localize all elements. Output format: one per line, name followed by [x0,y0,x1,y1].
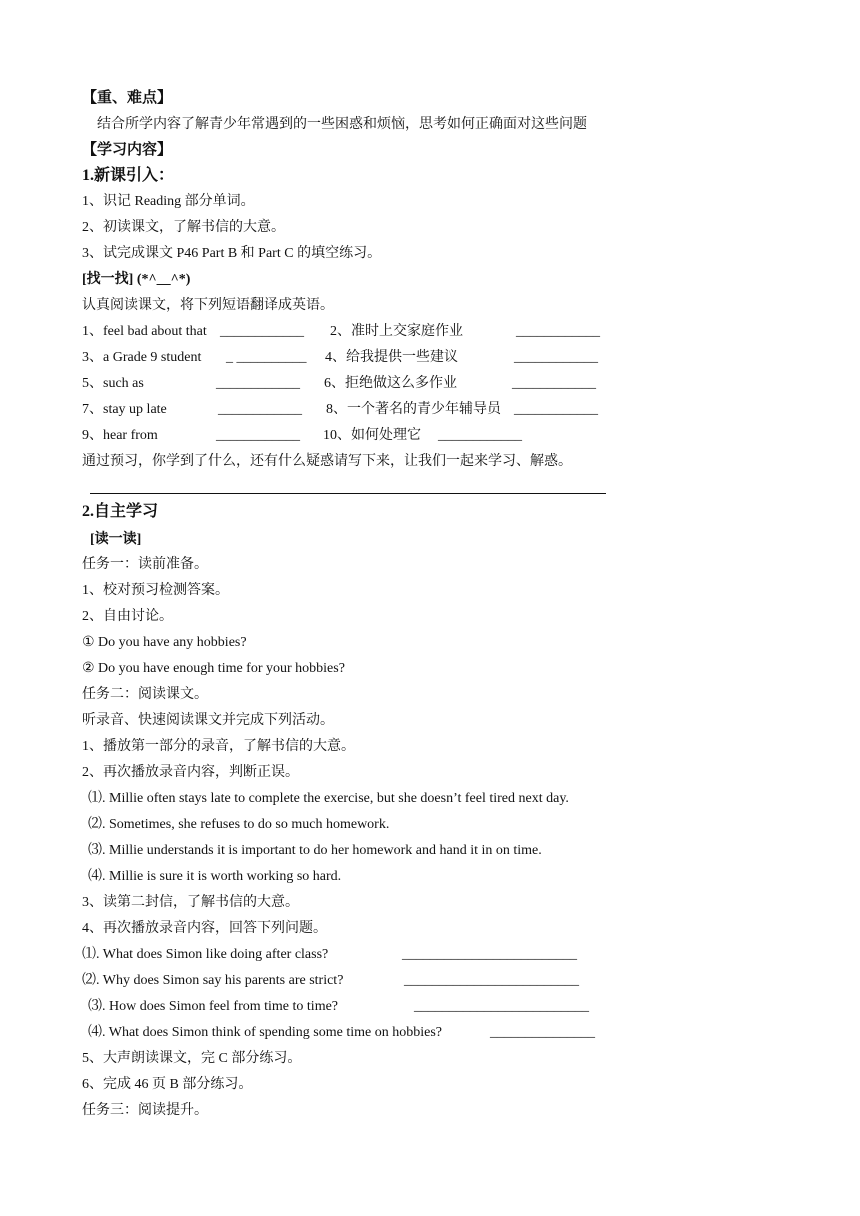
task2-step: 4、再次播放录音内容，回答下列问题。 [82,921,327,936]
answer-blank[interactable]: ____________ [438,428,522,443]
phrase-left: 9、hear from [82,428,158,443]
phrase-right: 8、一个著名的青少年辅导员 [326,402,501,417]
intro-item: 1、识记 Reading 部分单词。 [82,194,255,209]
task2-step: 3、读第二封信，了解书信的大意。 [82,895,299,910]
task2-title: 任务二：阅读课文。 [82,687,208,702]
task2-instruction: 听录音、快速阅读课文并完成下列活动。 [82,713,334,728]
phrase-right: 10、如何处理它 [323,428,421,443]
answer-blank[interactable]: ____________ [218,402,302,417]
answer-blank[interactable]: _________________________ [402,947,577,962]
find-heading: [找一找] (*^__^*) [82,272,191,287]
task1-title: 任务一：读前准备。 [82,557,208,572]
discussion-question: ② Do you have enough time for your hobbies? [82,661,345,676]
phrase-right: 4、给我提供一些建议 [325,350,458,365]
answer-blank[interactable]: _________________________ [404,973,579,988]
task3-title: 任务三：阅读提升。 [82,1103,208,1118]
task1-item: 2、自由讨论。 [82,609,173,624]
task2-step: 5、大声朗读课文，完 C 部分练习。 [82,1051,302,1066]
phrase-left: 1、feel bad about that [82,324,207,339]
true-false-statement: ⑵. Sometimes, she refuses to do so much homework. [88,817,390,832]
read-heading: [读一读] [90,532,142,547]
true-false-statement: ⑶. Millie understands it is important to do her homework and hand it in on time. [88,843,542,858]
task2-step: 2、再次播放录音内容，判断正误。 [82,765,299,780]
comprehension-question: ⑷. What does Simon think of spending some time on hobbies? [88,1025,442,1040]
key-points-text: 结合所学内容了解青少年常遇到的一些困惑和烦恼，思考如何正确面对这些问题 [97,117,587,132]
answer-blank[interactable]: ____________ [216,376,300,391]
content-heading: 【学习内容】 [82,142,173,158]
notes-writing-line[interactable] [90,493,606,494]
phrase-left: 7、stay up late [82,402,167,417]
intro-item: 3、试完成课文 P46 Part B 和 Part C 的填空练习。 [82,246,382,261]
phrase-right: 2、准时上交家庭作业 [330,324,463,339]
comprehension-question: ⑵. Why does Simon say his parents are strict? [82,973,344,988]
answer-blank[interactable]: _______________ [490,1025,595,1040]
true-false-statement: ⑴. Millie often stays late to complete the exercise, but she doesn’t feel tired next day. [88,791,569,806]
answer-blank[interactable]: ____________ [512,376,596,391]
phrase-left: 5、such as [82,376,144,391]
discussion-question: ① Do you have any hobbies? [82,635,247,650]
task2-step: 1、播放第一部分的录音，了解书信的大意。 [82,739,355,754]
comprehension-question: ⑶. How does Simon feel from time to time? [88,999,339,1014]
find-instruction: 认真阅读课文，将下列短语翻译成英语。 [82,298,334,313]
answer-blank[interactable]: _ __________ [226,350,307,365]
preview-note: 通过预习，你学到了什么，还有什么疑惑请写下来，让我们一起来学习、解惑。 [82,454,572,469]
answer-blank[interactable]: ____________ [516,324,600,339]
new-lesson-heading: 1.新课引入： [82,167,175,184]
intro-item: 2、初读课文，了解书信的大意。 [82,220,285,235]
answer-blank[interactable]: _________________________ [414,999,589,1014]
key-points-heading: 【重、难点】 [82,90,173,106]
task1-item: 1、校对预习检测答案。 [82,583,229,598]
answer-blank[interactable]: ____________ [220,324,304,339]
answer-blank[interactable]: ____________ [514,350,598,365]
true-false-statement: ⑷. Millie is sure it is worth working so hard. [88,869,342,884]
self-study-heading: 2.自主学习 [82,503,159,520]
phrase-right: 6、拒绝做这么多作业 [324,376,457,391]
phrase-left: 3、a Grade 9 student [82,350,202,365]
comprehension-question: ⑴. What does Simon like doing after class? [82,947,329,962]
task2-step: 6、完成 46 页 B 部分练习。 [82,1077,253,1092]
answer-blank[interactable]: ____________ [514,402,598,417]
answer-blank[interactable]: ____________ [216,428,300,443]
